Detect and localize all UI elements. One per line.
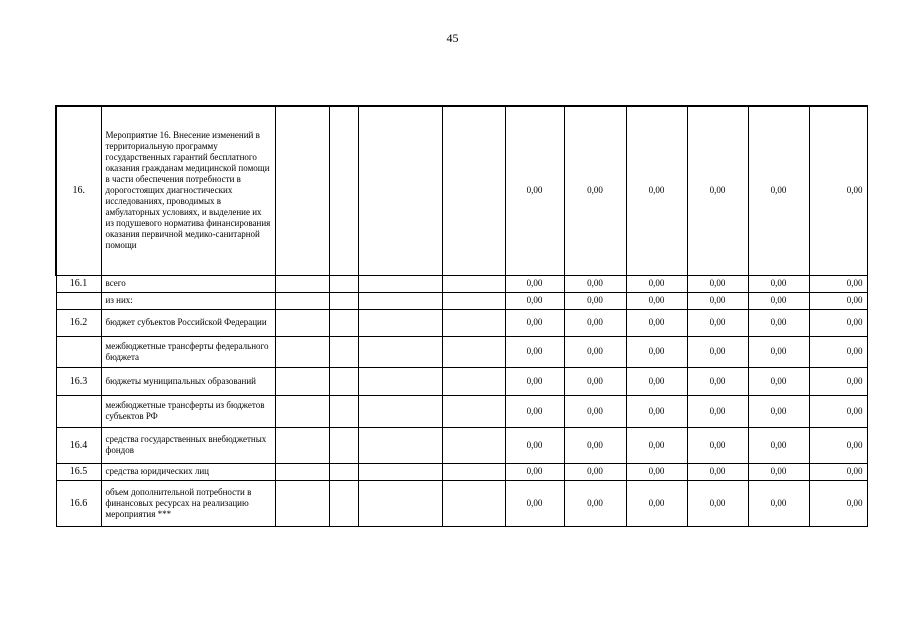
value-cell: 0,00 <box>626 336 687 367</box>
value-cell: 0,00 <box>505 480 564 526</box>
empty-cell <box>329 463 358 480</box>
empty-cell <box>442 106 505 275</box>
value-cell: 0,00 <box>809 427 867 463</box>
empty-cell <box>358 336 442 367</box>
value-cell: 0,00 <box>564 106 626 275</box>
value-cell: 0,00 <box>809 275 867 292</box>
value-cell: 0,00 <box>505 309 564 336</box>
empty-cell <box>442 367 505 395</box>
value-cell: 0,00 <box>505 275 564 292</box>
value-cell: 0,00 <box>748 106 809 275</box>
row-number: 16.2 <box>56 309 101 336</box>
row-number: 16.5 <box>56 463 101 480</box>
row-number: 16. <box>56 106 101 275</box>
value-cell: 0,00 <box>687 336 748 367</box>
value-cell: 0,00 <box>748 395 809 427</box>
row-description: объем дополнительной потребности в финансовых ресурсах на реализацию мероприятия *** <box>101 480 275 526</box>
empty-cell <box>358 309 442 336</box>
empty-cell <box>275 275 329 292</box>
table-row <box>56 427 867 463</box>
empty-cell <box>329 427 358 463</box>
value-cell: 0,00 <box>687 395 748 427</box>
value-cell: 0,00 <box>687 275 748 292</box>
value-cell: 0,00 <box>748 275 809 292</box>
value-cell: 0,00 <box>687 463 748 480</box>
value-cell: 0,00 <box>626 292 687 309</box>
empty-cell <box>442 480 505 526</box>
empty-cell <box>329 106 358 275</box>
value-cell: 0,00 <box>626 463 687 480</box>
value-cell: 0,00 <box>748 367 809 395</box>
empty-cell <box>275 367 329 395</box>
value-cell: 0,00 <box>505 292 564 309</box>
empty-cell <box>329 367 358 395</box>
value-cell: 0,00 <box>809 292 867 309</box>
empty-cell <box>329 480 358 526</box>
value-cell: 0,00 <box>626 480 687 526</box>
value-cell: 0,00 <box>626 275 687 292</box>
empty-cell <box>358 480 442 526</box>
row-number <box>56 292 101 309</box>
value-cell: 0,00 <box>626 395 687 427</box>
empty-cell <box>442 463 505 480</box>
row-number: 16.4 <box>56 427 101 463</box>
value-cell: 0,00 <box>687 106 748 275</box>
value-cell: 0,00 <box>564 367 626 395</box>
value-cell: 0,00 <box>809 309 867 336</box>
empty-cell <box>358 395 442 427</box>
value-cell: 0,00 <box>687 292 748 309</box>
empty-cell <box>275 106 329 275</box>
value-cell: 0,00 <box>687 309 748 336</box>
empty-cell <box>275 480 329 526</box>
empty-cell <box>329 309 358 336</box>
table-row <box>56 480 867 526</box>
value-cell: 0,00 <box>626 367 687 395</box>
table-row <box>56 309 867 336</box>
table-row <box>56 292 867 309</box>
empty-cell <box>358 292 442 309</box>
value-cell: 0,00 <box>626 106 687 275</box>
value-cell: 0,00 <box>748 336 809 367</box>
value-cell: 0,00 <box>505 367 564 395</box>
value-cell: 0,00 <box>809 106 867 275</box>
empty-cell <box>358 367 442 395</box>
table-row <box>56 106 867 275</box>
value-cell: 0,00 <box>687 427 748 463</box>
value-cell: 0,00 <box>687 367 748 395</box>
row-number: 16.6 <box>56 480 101 526</box>
empty-cell <box>329 292 358 309</box>
value-cell: 0,00 <box>626 427 687 463</box>
empty-cell <box>275 309 329 336</box>
table-row <box>56 463 867 480</box>
row-number: 16.1 <box>56 275 101 292</box>
empty-cell <box>442 427 505 463</box>
value-cell: 0,00 <box>748 427 809 463</box>
value-cell: 0,00 <box>626 309 687 336</box>
value-cell: 0,00 <box>564 480 626 526</box>
row-description: средства юридических лиц <box>101 463 275 480</box>
row-number <box>56 395 101 427</box>
financing-table <box>55 105 868 527</box>
value-cell: 0,00 <box>809 336 867 367</box>
value-cell: 0,00 <box>564 336 626 367</box>
empty-cell <box>358 106 442 275</box>
row-description: бюджеты муниципальных образований <box>101 367 275 395</box>
table-row <box>56 275 867 292</box>
value-cell: 0,00 <box>809 480 867 526</box>
empty-cell <box>275 427 329 463</box>
value-cell: 0,00 <box>505 106 564 275</box>
empty-cell <box>329 395 358 427</box>
empty-cell <box>358 463 442 480</box>
empty-cell <box>442 292 505 309</box>
empty-cell <box>275 292 329 309</box>
empty-cell <box>329 275 358 292</box>
empty-cell <box>358 275 442 292</box>
row-description: Мероприятие 16. Внесение изменений в территориальную программу государственных гарантий бесплатного оказания гражданам медицинской помощи в части обеспечения потребности в дорогостоящих диагностических исследованиях, проводимых в амбулаторных условиях, и выделение их из подушевого норматива финансирования оказания первичной медико-санитарной помощи <box>101 106 275 275</box>
row-description: бюджет субъектов Российской Федерации <box>101 309 275 336</box>
empty-cell <box>442 275 505 292</box>
value-cell: 0,00 <box>748 309 809 336</box>
value-cell: 0,00 <box>809 367 867 395</box>
row-description: всего <box>101 275 275 292</box>
value-cell: 0,00 <box>564 395 626 427</box>
table-row <box>56 336 867 367</box>
value-cell: 0,00 <box>564 275 626 292</box>
empty-cell <box>329 336 358 367</box>
value-cell: 0,00 <box>505 336 564 367</box>
empty-cell <box>275 336 329 367</box>
value-cell: 0,00 <box>505 395 564 427</box>
value-cell: 0,00 <box>564 427 626 463</box>
row-number <box>56 336 101 367</box>
empty-cell <box>358 427 442 463</box>
table-row <box>56 367 867 395</box>
row-description: межбюджетные трансферты из бюджетов субъектов РФ <box>101 395 275 427</box>
value-cell: 0,00 <box>505 463 564 480</box>
empty-cell <box>275 395 329 427</box>
empty-cell <box>275 463 329 480</box>
row-description: средства государственных внебюджетных фондов <box>101 427 275 463</box>
value-cell: 0,00 <box>687 480 748 526</box>
row-description: из них: <box>101 292 275 309</box>
value-cell: 0,00 <box>564 463 626 480</box>
empty-cell <box>442 309 505 336</box>
value-cell: 0,00 <box>748 480 809 526</box>
empty-cell <box>442 395 505 427</box>
value-cell: 0,00 <box>564 292 626 309</box>
value-cell: 0,00 <box>505 427 564 463</box>
value-cell: 0,00 <box>809 463 867 480</box>
value-cell: 0,00 <box>748 292 809 309</box>
page-number: 45 <box>446 31 459 45</box>
value-cell: 0,00 <box>564 309 626 336</box>
empty-cell <box>442 336 505 367</box>
table-row <box>56 395 867 427</box>
row-number: 16.3 <box>56 367 101 395</box>
row-description: межбюджетные трансферты федерального бюджета <box>101 336 275 367</box>
value-cell: 0,00 <box>809 395 867 427</box>
value-cell: 0,00 <box>748 463 809 480</box>
